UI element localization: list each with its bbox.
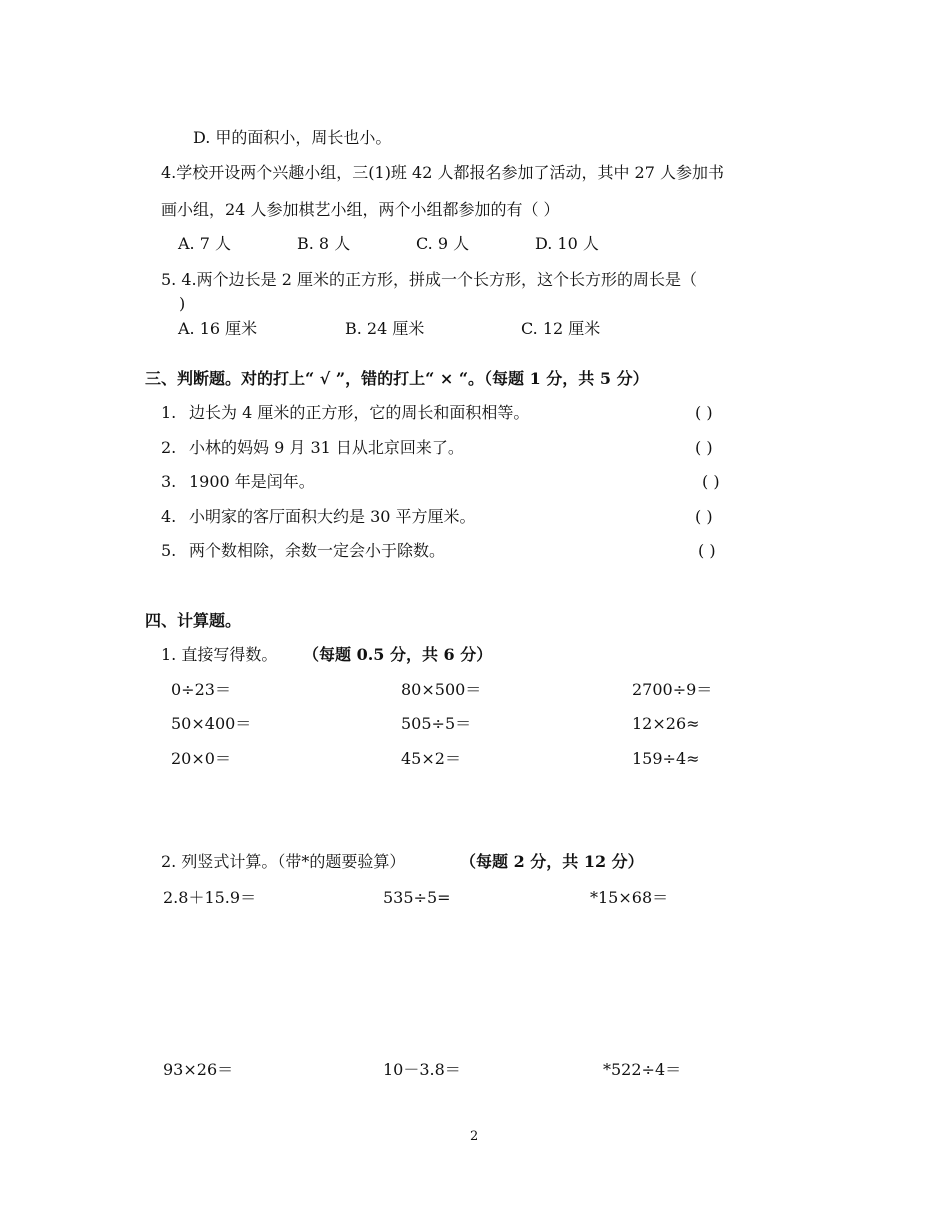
oral-calc-r3-c1: 20×0＝: [171, 749, 231, 768]
part1-score: （每题 0.5 分，共 6 分）: [303, 645, 493, 664]
option-d-text: D. 甲的面积小，周长也小。: [193, 128, 392, 147]
judge-item-1-answer-blank[interactable]: ( ): [695, 403, 713, 422]
vertical-calc-3: *15×68＝: [590, 888, 669, 907]
vertical-calc-1: 2.8＋15.9＝: [163, 888, 257, 907]
vertical-calc-5: 10－3.8＝: [383, 1060, 461, 1079]
oral-calc-r2-c3: 12×26≈: [632, 714, 700, 733]
part2-label: 2. 列竖式计算。（带*的题要验算）: [161, 852, 406, 871]
oral-calc-r3-c3: 159÷4≈: [632, 749, 700, 768]
q5-option-c: C. 12 厘米: [521, 319, 601, 338]
judge-item-3-answer-blank[interactable]: ( ): [702, 472, 720, 491]
question-4-line2: 画小组，24 人参加棋艺小组，两个小组都参加的有（ ）: [161, 200, 560, 219]
judge-heading: 三、判断题。对的打上“ √ ”，错的打上“ × “。（每题 1 分，共 5 分）: [145, 369, 649, 388]
vertical-calc-6: *522÷4＝: [603, 1060, 682, 1079]
judge-item-2-text: 小林的妈妈 9 月 31 日从北京回来了。: [189, 438, 464, 457]
oral-calc-r3-c2: 45×2＝: [401, 749, 461, 768]
q4-option-c: C. 9 人: [416, 234, 470, 253]
judge-item-4-answer-blank[interactable]: ( ): [695, 507, 713, 526]
page-number: 2: [470, 1129, 479, 1144]
judge-item-1-text: 边长为 4 厘米的正方形，它的周长和面积相等。: [189, 403, 530, 422]
question-5-line2: ): [179, 294, 186, 313]
judge-item-3-num: 3.: [161, 472, 177, 491]
part2-score: （每题 2 分，共 12 分）: [460, 852, 644, 871]
judge-item-5-num: 5.: [161, 541, 177, 560]
oral-calc-r1-c3: 2700÷9＝: [632, 680, 713, 699]
judge-item-4-num: 4.: [161, 507, 177, 526]
judge-item-2-answer-blank[interactable]: ( ): [695, 438, 713, 457]
part1-label: 1. 直接写得数。: [161, 645, 278, 664]
judge-item-5-text: 两个数相除，余数一定会小于除数。: [189, 541, 446, 560]
judge-item-5-answer-blank[interactable]: ( ): [698, 541, 716, 560]
q4-option-b: B. 8 人: [297, 234, 351, 253]
judge-item-4-text: 小明家的客厅面积大约是 30 平方厘米。: [189, 507, 476, 526]
q4-option-a: A. 7 人: [178, 234, 231, 253]
q5-option-b: B. 24 厘米: [345, 319, 425, 338]
judge-item-3-text: 1900 年是闰年。: [189, 472, 315, 491]
judge-item-1-num: 1.: [161, 403, 177, 422]
vertical-calc-4: 93×26＝: [163, 1060, 234, 1079]
question-5-line1: 5. 4.两个边长是 2 厘米的正方形，拼成一个长方形，这个长方形的周长是（: [161, 270, 697, 289]
oral-calc-r2-c1: 50×400＝: [171, 714, 252, 733]
q5-option-a: A. 16 厘米: [178, 319, 258, 338]
question-4-line1: 4.学校开设两个兴趣小组，三(1)班 42 人都报名参加了活动，其中 27 人参加书: [161, 163, 724, 182]
oral-calc-r1-c1: 0÷23＝: [171, 680, 231, 699]
q4-option-d: D. 10 人: [535, 234, 599, 253]
judge-item-2-num: 2.: [161, 438, 177, 457]
vertical-calc-2: 535÷5=: [383, 888, 451, 907]
calc-heading: 四、计算题。: [145, 611, 242, 630]
oral-calc-r1-c2: 80×500＝: [401, 680, 482, 699]
oral-calc-r2-c2: 505÷5＝: [401, 714, 472, 733]
